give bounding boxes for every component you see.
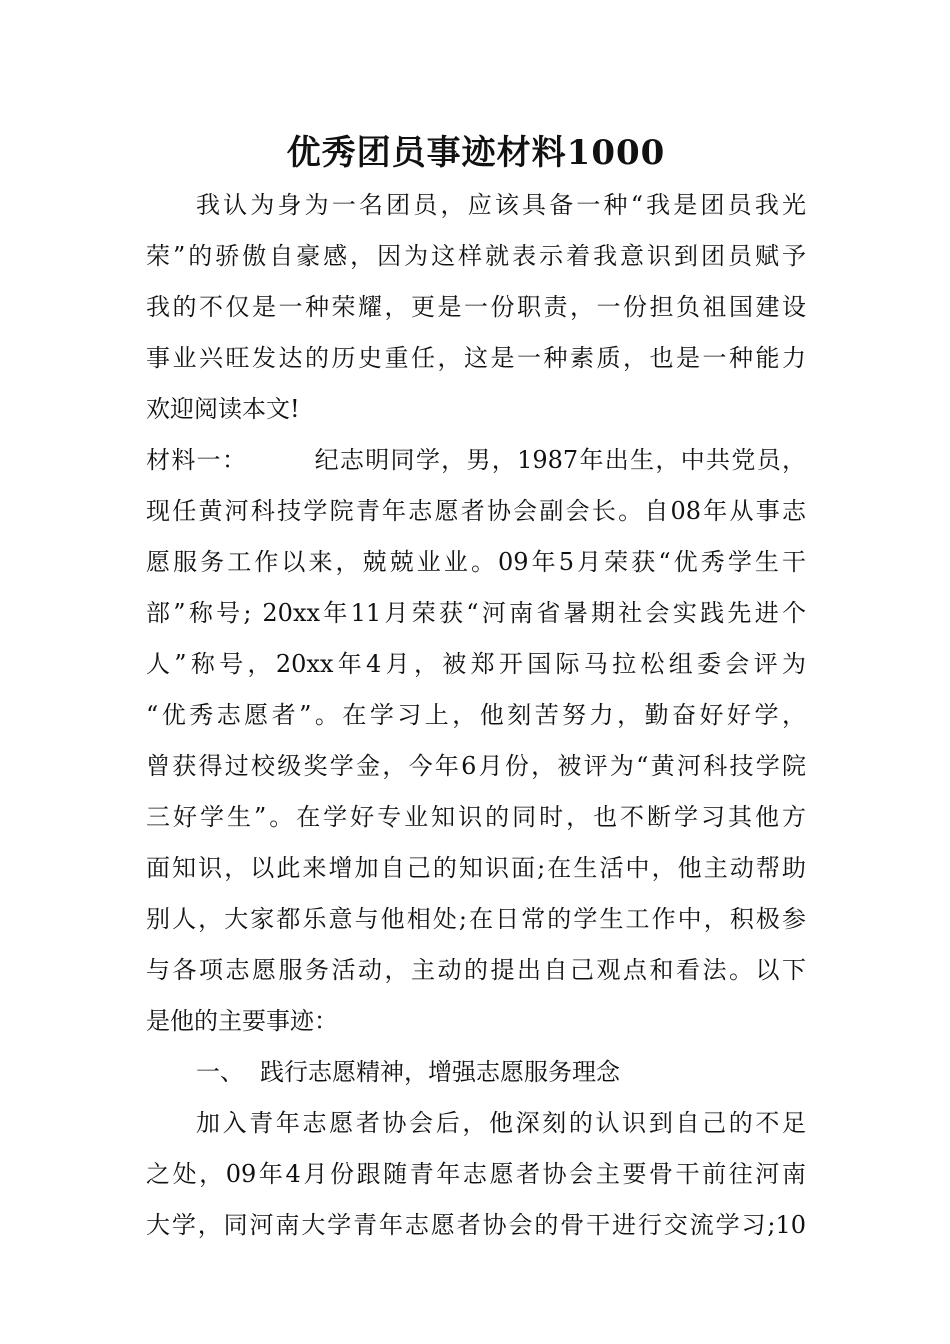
paragraph-line: 是他的主要事迹： [146, 1007, 338, 1035]
paragraph-line: 之处，09年4月份跟随青年志愿者协会主要骨干前往河南 [146, 1160, 806, 1188]
material-intro: 纪志明同学，男，1987年出生，中共党员， [313, 446, 807, 474]
paragraph-line: 人”称号，20xx年4月，被郑开国际马拉松组委会评为 [146, 650, 806, 678]
paragraph-line: 加入青年志愿者协会后，他深刻的认识到自己的不足 [196, 1109, 806, 1137]
paragraph-line: “优秀志愿者”。在学习上，他刻苦努力，勤奋好好学， [146, 701, 806, 729]
paragraph-line: 我认为身为一名团员，应该具备一种“我是团员我光 [196, 191, 806, 219]
section-number: 一、 [196, 1058, 244, 1086]
material-label: 材料一： [146, 446, 248, 474]
document-page [146, 126, 806, 1251]
paragraph-line: 事业兴旺发达的历史重任，这是一种素质，也是一种能力 [146, 344, 806, 372]
paragraph-line: 曾获得过校级奖学金，今年6月份，被评为“黄河科技学院 [146, 752, 806, 780]
section-title: 践行志愿精神，增强志愿服务理念 [260, 1058, 620, 1086]
paragraph-line: 愿服务工作以来，兢兢业业。09年5月荣获“优秀学生干 [146, 548, 806, 576]
paragraph-line: 三好学生”。在学好专业知识的同时，也不断学习其他方 [146, 803, 806, 831]
paragraph-line: 现任黄河科技学院青年志愿者协会副会长。自08年从事志 [146, 497, 806, 525]
document-title: 优秀团员事迹材料1000 [286, 133, 666, 173]
paragraph-line: 别人，大家都乐意与他相处;在日常的学生工作中，积极参 [146, 905, 806, 933]
paragraph-line: 大学，同河南大学青年志愿者协会的骨干进行交流学习;10 [146, 1211, 806, 1239]
paragraph-line: 面知识，以此来增加自己的知识面;在生活中，他主动帮助 [146, 854, 806, 882]
material-one-line [146, 435, 806, 486]
section-heading [146, 1047, 806, 1098]
paragraph-line: 荣”的骄傲自豪感，因为这样就表示着我意识到团员赋予 [146, 242, 806, 270]
paragraph-line: 我的不仅是一种荣耀，更是一份职责，一份担负祖国建设 [146, 293, 806, 321]
paragraph-line: 部”称号; 20xx年11月荣获“河南省暑期社会实践先进个 [146, 599, 806, 627]
paragraph-line: 欢迎阅读本文! [146, 395, 300, 423]
paragraph-line: 与各项志愿服务活动，主动的提出自己观点和看法。以下 [146, 956, 806, 984]
